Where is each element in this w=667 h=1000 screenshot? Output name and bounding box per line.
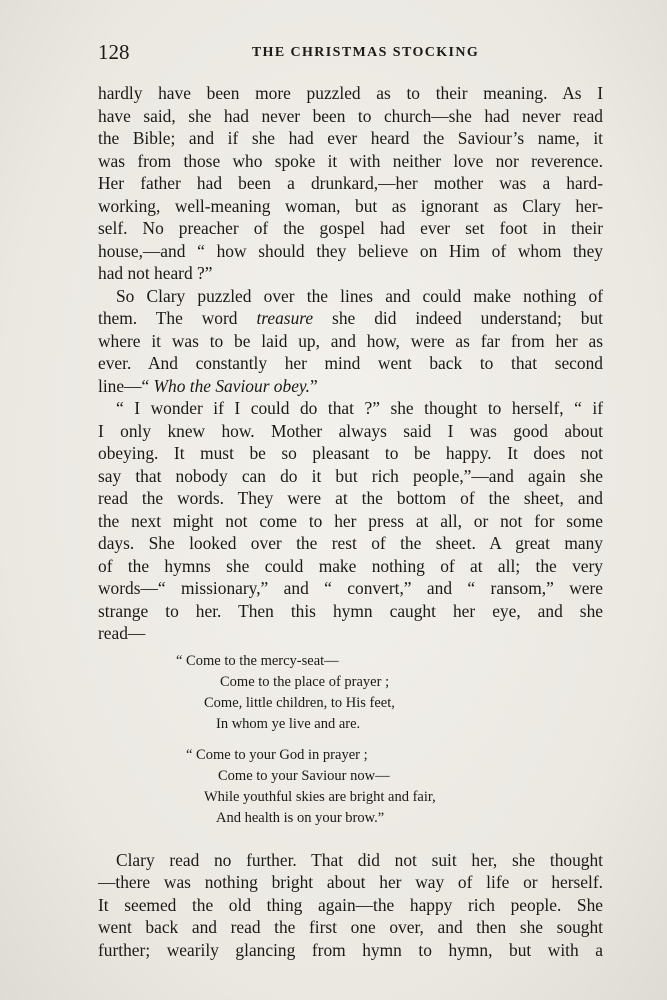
text-line: Her father had been a drunkard,—her mother was a hard- xyxy=(98,173,603,193)
emphasis-quote: Who the Saviour obey. xyxy=(153,375,311,396)
text-line: was from those who spoke it with neither love nor reverence. xyxy=(98,150,603,171)
hymn-line: “ Come to the mercy-seat— xyxy=(176,652,339,669)
paragraph-3 xyxy=(98,397,603,645)
hymn-line: Come to the place of prayer ; xyxy=(220,673,390,690)
text-line: I only knew how. Mother always said I was good about xyxy=(98,420,603,441)
text-line: went back and read the first one over, and then she sought xyxy=(98,917,603,937)
text-line: self. No preacher of the gospel had ever set foot in their xyxy=(98,218,603,238)
text-line: of the hymns she could make nothing of at all; the very xyxy=(98,555,603,576)
text-line: read the words. They were at the bottom of the sheet, and xyxy=(98,488,603,508)
text-line: read— xyxy=(98,623,146,643)
paragraph-4 xyxy=(98,849,603,962)
hymn-stanza-1 xyxy=(98,651,603,735)
text-line: So Clary puzzled over the lines and could make nothing of xyxy=(116,285,603,306)
hymn-line: While youthful skies are bright and fair, xyxy=(204,788,436,805)
text-line: “ I wonder if I could do that ?” she thought to herself, “ if xyxy=(116,398,603,418)
text-run: she did indeed understand; but xyxy=(313,308,603,328)
text-line: working, well-meaning woman, but as ignorant as Clary her- xyxy=(98,195,603,216)
text-run: them. The word xyxy=(98,308,257,328)
hymn-line: In whom ye live and are. xyxy=(216,715,361,732)
text-line: say that nobody can do it but rich people,”—and again she xyxy=(98,465,603,486)
paragraph-1 xyxy=(98,82,603,285)
text-line: obeying. It must be so pleasant to be happy. It does not xyxy=(98,443,603,463)
text-line: house,—and “ how should they believe on Him of whom they xyxy=(98,240,603,261)
running-title: THE CHRISTMAS STOCKING xyxy=(251,45,480,60)
text-line: words—“ missionary,” and “ convert,” and “ ransom,” were xyxy=(98,578,603,598)
hymn-line: Come, little children, to His feet, xyxy=(204,694,395,711)
text-line: the Bible; and if she had ever heard the Saviour’s name, it xyxy=(98,128,603,148)
paragraph-2 xyxy=(98,285,603,398)
text-line: days. She looked over the rest of the sheet. A great many xyxy=(98,533,603,553)
text-line: hardly have been more puzzled as to their meaning. As I xyxy=(98,83,603,103)
page-number: 128 xyxy=(98,40,130,64)
text-line: where it was to be laid up, and how, were as far from her as xyxy=(98,330,603,351)
hymn-stanza-2 xyxy=(98,745,603,829)
text-line: —there was nothing bright about her way of life or herself. xyxy=(98,872,603,892)
text-line: the next might not come to her press at all, or not for some xyxy=(98,510,603,531)
text-line: further; wearily glancing from hymn to hymn, but with a xyxy=(98,939,603,960)
text-run: ” xyxy=(310,375,318,396)
text-line xyxy=(98,375,603,398)
hymn-line: Come to your Saviour now— xyxy=(218,767,390,784)
hymn-line: And health is on your brow.” xyxy=(216,809,385,826)
text-run: line—“ xyxy=(98,375,154,396)
emphasis-treasure: treasure xyxy=(256,308,314,328)
text-line xyxy=(98,307,603,330)
text-line: ever. And constantly her mind went back to that second xyxy=(98,353,603,373)
page-header xyxy=(98,40,603,66)
text-line: have said, she had never been to church—she had never read xyxy=(98,105,603,126)
text-line: It seemed the old thing again—the happy rich people. She xyxy=(98,894,603,915)
hymn-line: “ Come to your God in prayer ; xyxy=(186,746,368,763)
text-line: had not heard ?” xyxy=(98,263,213,283)
text-line: strange to her. Then this hymn caught her eye, and she xyxy=(98,600,603,621)
page-body xyxy=(98,82,603,961)
text-line: Clary read no further. That did not suit her, she thought xyxy=(116,849,603,870)
